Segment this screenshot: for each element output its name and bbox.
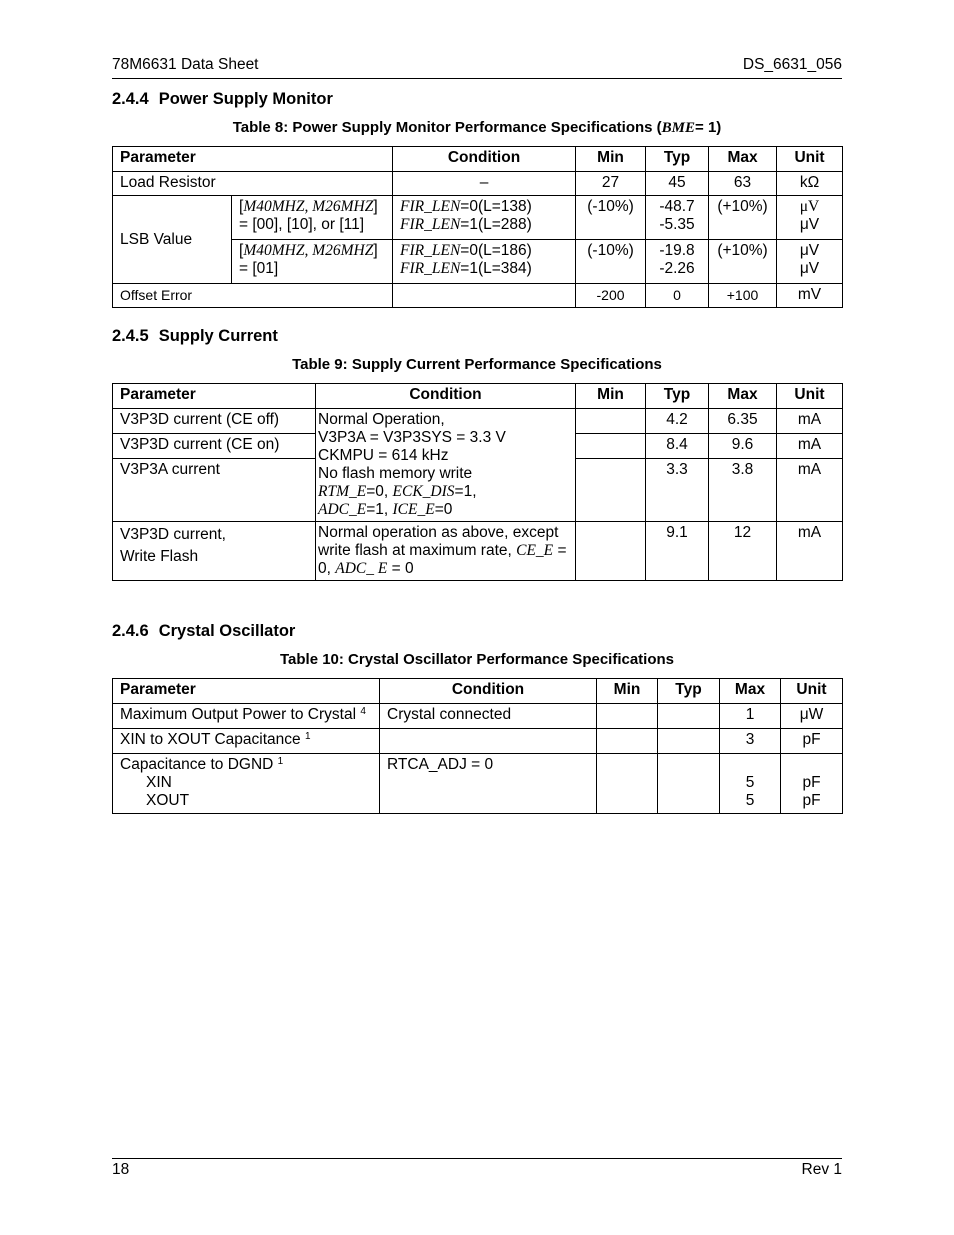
col-typ: Typ (658, 679, 720, 704)
col-max: Max (709, 147, 777, 172)
param-cell: Maximum Output Power to Crystal $^4$ (113, 704, 380, 729)
unit-cell: mA (777, 522, 843, 581)
param-cell: V3P3A current (113, 459, 316, 522)
page-header (112, 56, 842, 76)
col-min: Min (576, 384, 646, 409)
typ-cell: -48.7 -5.35 (646, 196, 709, 240)
typ-cell: 0 (646, 284, 709, 308)
table10-caption: Table 10: Crystal Oscillator Performance Specifications (279, 651, 675, 668)
table-row (113, 729, 843, 754)
min-cell (597, 704, 658, 729)
unit-cell: mA (777, 434, 843, 459)
col-max: Max (709, 384, 777, 409)
col-condition: Condition (316, 384, 576, 409)
condition-cell: FIR_LEN=0(L=138) FIR_LEN=1(L=288) (393, 196, 576, 240)
table9-caption: Table 9: Supply Current Performance Specifications (292, 356, 662, 373)
section-heading-supply-current: 2.4.5 Supply Current (112, 327, 278, 345)
typ-cell (658, 754, 720, 814)
max-cell: 3.8 (709, 459, 777, 522)
condition-cell (393, 284, 576, 308)
table-row (113, 704, 843, 729)
table-row (113, 172, 843, 196)
col-condition: Condition (380, 679, 597, 704)
param-cell: LSB Value (113, 196, 232, 284)
table8-caption: Table 8: Power Supply Monitor Performance Specifications (BME= 1) (232, 119, 722, 136)
table10-crystal-oscillator (112, 678, 843, 814)
unit-cell: kΩ (777, 172, 843, 196)
condition-cell: RTCA_ADJ = 0 (380, 754, 597, 814)
condition-cell: Normal Operation, V3P3A = V3P3SYS = 3.3 V CKMPU = 614 kHz No flash memory write RTM_E=0, ECK_DIS=1, ADC_E=1, ICE_E=0 (316, 409, 576, 522)
unit-cell: pF (781, 729, 843, 754)
col-typ: Typ (646, 147, 709, 172)
unit-cell: μV μV (777, 196, 843, 240)
col-unit: Unit (777, 384, 843, 409)
subparam-cell: [M40MHZ, M26MHZ] = [01] (232, 240, 393, 284)
table-row (113, 196, 843, 240)
max-cell: 5 5 (720, 754, 781, 814)
page-footer (112, 1161, 842, 1181)
condition-cell (380, 729, 597, 754)
col-parameter: Parameter (113, 679, 380, 704)
section-heading-power-supply-monitor: 2.4.4 Power Supply Monitor (112, 90, 333, 108)
table-header-row (113, 147, 843, 172)
min-cell: (-10%) (576, 196, 646, 240)
typ-cell (658, 704, 720, 729)
table-row (113, 522, 843, 581)
min-cell (576, 522, 646, 581)
unit-cell: pF pF (781, 754, 843, 814)
col-min: Min (597, 679, 658, 704)
unit-cell: mA (777, 459, 843, 522)
max-cell: 3 (720, 729, 781, 754)
max-cell: +100 (709, 284, 777, 308)
param-cell: Load Resistor (113, 172, 393, 196)
param-cell: Capacitance to DGND $^1$ XIN XOUT (113, 754, 380, 814)
typ-cell: 4.2 (646, 409, 709, 434)
typ-cell: -19.8 -2.26 (646, 240, 709, 284)
min-cell (576, 409, 646, 434)
subparam-cell: [M40MHZ, M26MHZ] = [00], [10], or [11] (232, 196, 393, 240)
min-cell (576, 459, 646, 522)
typ-cell: 3.3 (646, 459, 709, 522)
doc-number: DS_6631_056 (742, 56, 842, 73)
table-header-row (113, 384, 843, 409)
table8-power-supply-monitor (112, 146, 843, 308)
typ-cell (658, 729, 720, 754)
param-cell: V3P3D current, Write Flash (113, 522, 316, 581)
typ-cell: 8.4 (646, 434, 709, 459)
table9-supply-current (112, 383, 843, 581)
table-header-row (113, 679, 843, 704)
param-cell: XIN to XOUT Capacitance $^1$ (113, 729, 380, 754)
col-min: Min (576, 147, 646, 172)
col-unit: Unit (777, 147, 843, 172)
param-cell: V3P3D current (CE on) (113, 434, 316, 459)
min-cell: -200 (576, 284, 646, 308)
section-heading-crystal-oscillator: 2.4.6 Crystal Oscillator (112, 622, 296, 640)
unit-cell: mV (777, 284, 843, 308)
page-number: 18 (112, 1161, 130, 1178)
param-cell: Offset Error (113, 284, 393, 308)
min-cell: (-10%) (576, 240, 646, 284)
min-cell (597, 754, 658, 814)
revision: Rev 1 (801, 1161, 842, 1178)
min-cell (576, 434, 646, 459)
condition-cell: Normal operation as above, except write flash at maximum rate, CE_E = 0, ADC_ E = 0 (316, 522, 576, 581)
header-rule (112, 78, 842, 79)
col-parameter: Parameter (113, 147, 393, 172)
table-row (113, 284, 843, 308)
unit-cell: μV μV (777, 240, 843, 284)
condition-cell: – (393, 172, 576, 196)
condition-cell: Crystal connected (380, 704, 597, 729)
param-cell: V3P3D current (CE off) (113, 409, 316, 434)
typ-cell: 45 (646, 172, 709, 196)
col-parameter: Parameter (113, 384, 316, 409)
table-row (113, 409, 843, 434)
col-max: Max (720, 679, 781, 704)
footer-rule (112, 1158, 842, 1159)
table-row (113, 754, 843, 814)
max-cell: 63 (709, 172, 777, 196)
max-cell: 9.6 (709, 434, 777, 459)
min-cell (597, 729, 658, 754)
min-cell: 27 (576, 172, 646, 196)
max-cell: (+10%) (709, 240, 777, 284)
doc-title: 78M6631 Data Sheet (112, 56, 259, 73)
max-cell: 1 (720, 704, 781, 729)
unit-cell: mA (777, 409, 843, 434)
col-typ: Typ (646, 384, 709, 409)
max-cell: 12 (709, 522, 777, 581)
condition-cell: FIR_LEN=0(L=186) FIR_LEN=1(L=384) (393, 240, 576, 284)
col-unit: Unit (781, 679, 843, 704)
max-cell: (+10%) (709, 196, 777, 240)
unit-cell: μW (781, 704, 843, 729)
max-cell: 6.35 (709, 409, 777, 434)
typ-cell: 9.1 (646, 522, 709, 581)
col-condition: Condition (393, 147, 576, 172)
